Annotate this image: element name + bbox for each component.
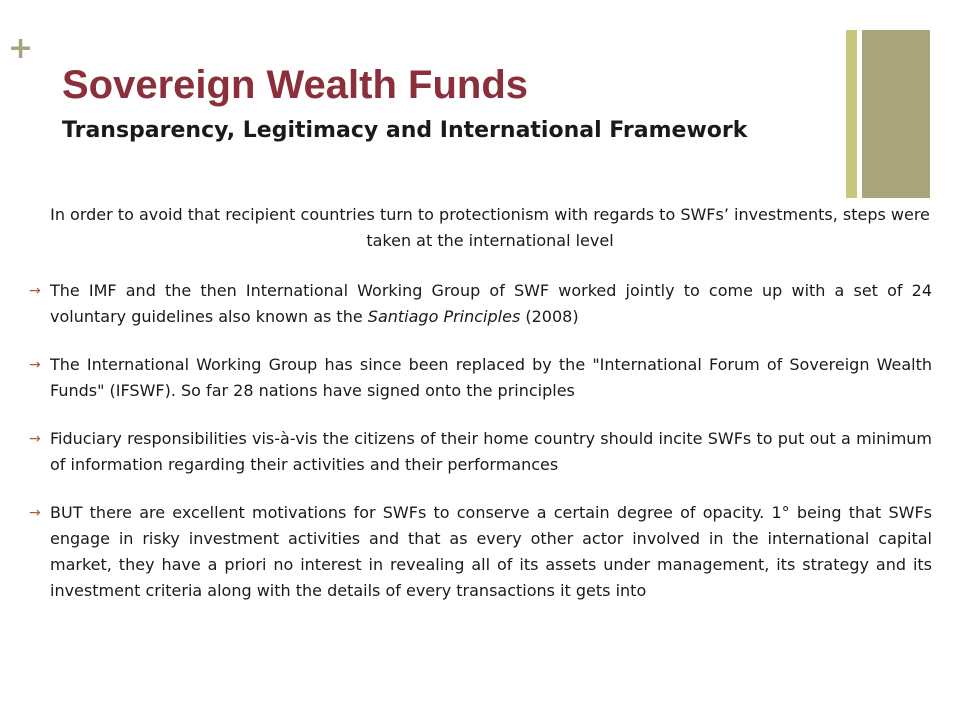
arrow-right-icon: →: [29, 505, 41, 521]
bullet-item: [29, 278, 932, 330]
arrow-right-icon: →: [29, 431, 41, 447]
arrow-right-icon: →: [29, 357, 41, 373]
slide-subtitle: Transparency, Legitimacy and International Framework: [62, 118, 748, 143]
slide-body: [29, 202, 932, 626]
bullet-text: The International Working Group has since been replaced by the "International Forum of Sovereign Wealth Funds" (IFSWF). So far 28 nations have signed onto the principles: [50, 355, 932, 400]
intro-paragraph: In order to avoid that recipient countries turn to protectionism with regards to SWFs’ investments, steps were taken at the international level: [50, 205, 930, 250]
bullet-text: BUT there are excellent motivations for SWFs to conserve a certain degree of opacity. 1° being that SWFs engage in risky investment activities and that as every other actor involved in the international capital market, they have a priori no interest in revealing all of its assets under management, its strategy and its investment criteria along with the details of every transactions it gets into: [50, 503, 932, 600]
bullet-text-after: (2008): [520, 307, 579, 326]
plus-decoration: +: [8, 31, 34, 66]
bullet-text-before: The IMF and the then International Working Group of SWF worked jointly to come up with a set of 24 voluntary guidelines also known as the: [50, 281, 932, 326]
bullet-item: [29, 426, 932, 478]
bullet-text: Fiduciary responsibilities vis-à-vis the citizens of their home country should incite SWFs to put out a minimum of information regarding their activities and their performances: [50, 429, 932, 474]
accent-bar-wide: [862, 30, 930, 198]
bullet-item: [29, 500, 932, 604]
bullet-text-emphasis: Santiago Principles: [367, 307, 521, 326]
accent-bar-thin: [846, 30, 857, 198]
bullet-item: [29, 352, 932, 404]
slide-title: Sovereign Wealth Funds: [62, 63, 528, 107]
arrow-right-icon: →: [29, 283, 41, 299]
